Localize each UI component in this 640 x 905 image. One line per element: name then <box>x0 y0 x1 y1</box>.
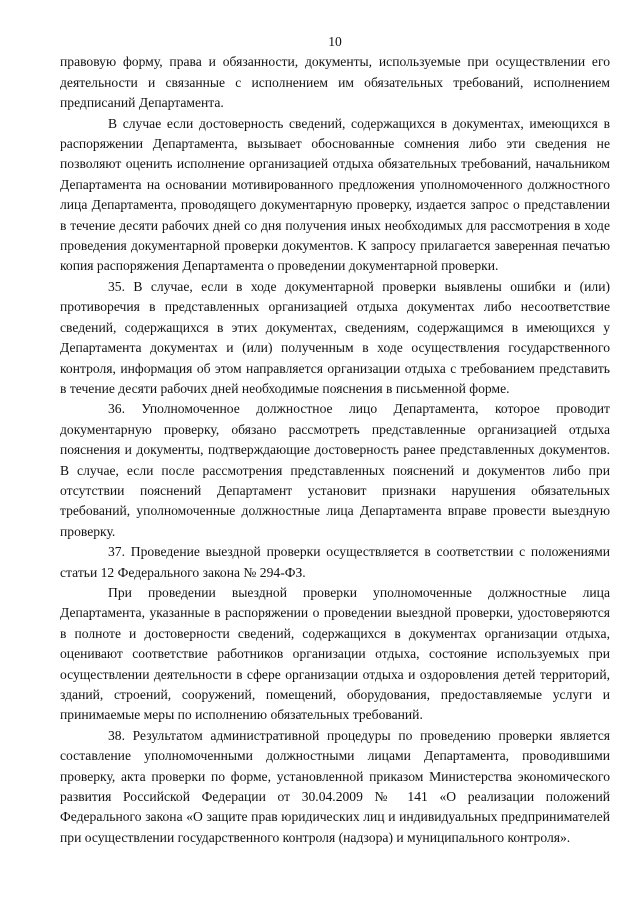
paragraph-35: 35. В случае, если в ходе документарной проверки выявлены ошибки и (или) противоречия в представленных организацией отдыха документах либо несоответствие сведений, содержащихся в этих документах, сведениям, содержащимся в имеющихся у Департамента документах и (или) полученным в ходе осуществления государственного контроля, информация об этом направляется организации отдыха с требованием представить в течение десяти рабочих дней необходимые пояснения в письменной форме. <box>60 278 610 396</box>
paragraph-37: 37. Проведение выездной проверки осуществляется в соответствии с положениями статьи 12 Федерального закона № 294-ФЗ. <box>60 544 610 580</box>
paragraph-continuation: правовую форму, права и обязанности, документы, используемые при осуществлении его деятельности и связанные с исполнением им обязательных требований, исполнением предписаний Департамента. <box>60 54 610 111</box>
paragraph-onsite-inspection: При проведении выездной проверки уполномоченные должностные лица Департамента, указанные в распоряжении о проведении выездной проверки, удостоверяются в полноте и достоверности сведений, содержащихся в документах организации отдыха, оценивают соответствие работников организации отдыха, состояние используемых при осуществлении деятельности в сфере организации отдыха и оздоровления детей территорий, зданий, строений, сооружений, помещений, оборудования, предоставляемые услуги и принимаемые меры по исполнению обязательных требований. <box>60 584 610 723</box>
document-page <box>60 32 610 848</box>
paragraph-36: 36. Уполномоченное должностное лицо Департамента, которое проводит документарную проверку, обязано рассмотреть представленные организацией отдыха пояснения и документы, подтверждающие достоверность ранее представленных документов. В случае, если после рассмотрения представленных пояснений и документов либо при отсутствии пояснений Департамент установит признаки нарушения обязательных требований, уполномоченные должностные лица Департамента вправе провести выездную проверку. <box>60 401 610 539</box>
page-number: 10 <box>328 34 342 49</box>
paragraph-38: 38. Результатом административной процедуры по проведению проверки является составление уполномоченными должностными лицами Департамента, проводившими проверку, акта проверки по форме, установленной приказом Министерства экономического развития Российской Федерации от 30.04.2009 № 141 «О реализации положений Федерального закона «О защите прав юридических лиц и индивидуальных предпринимателей при осуществлении государственного контроля (надзора) и муниципального контроля». <box>60 727 610 845</box>
paragraph-documents-doubt: В случае если достоверность сведений, содержащихся в документах, имеющихся в распоряжении Департамента, вызывает обоснованные сомнения либо эти сведения не позволяют оценить исполнение организацией отдыха обязательных требований, начальником Департамента на основании мотивированного предложения уполномоченного должностного лица Департамента, проводящего документарную проверку, издается запрос о представлении в течение десяти рабочих дней со дня получения иных необходимых для рассмотрения в ходе проведения документарной проверки документов. К запросу прилагается заверенная печатью копия распоряжения Департамента о проведении документарной проверки. <box>60 115 610 274</box>
